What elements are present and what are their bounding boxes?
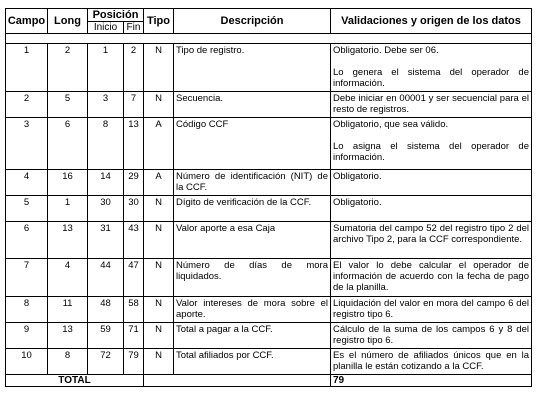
cell-tipo: N <box>144 297 174 323</box>
cell-tipo: A <box>144 170 174 196</box>
cell-fin: 2 <box>124 44 144 92</box>
header-descripcion: Descripción <box>174 9 331 34</box>
cell-descripcion: Valor aporte a esa Caja <box>174 222 331 259</box>
cell-validaciones <box>331 259 532 297</box>
validation-text: Obligatorio. Debe ser 06. <box>333 45 439 56</box>
cell-fin: 29 <box>124 170 144 196</box>
cell-validaciones <box>331 297 532 323</box>
cell-tipo: N <box>144 196 174 222</box>
cell-campo: 5 <box>6 196 48 222</box>
cell-fin: 79 <box>124 349 144 375</box>
cell-descripcion: Dígito de verificación de la CCF. <box>174 196 331 222</box>
table-row <box>6 196 532 222</box>
validation-text: Liquidación del valor en mora del campo 6 del registro tipo 6. <box>333 298 529 320</box>
cell-campo: 10 <box>6 349 48 375</box>
cell-long: 6 <box>48 118 88 170</box>
header-fin: Fin <box>124 22 144 34</box>
cell-fin: 71 <box>124 323 144 349</box>
cell-descripcion: Número de días de mora liquidados. <box>174 259 331 297</box>
header-inicio: Inicio <box>88 22 124 34</box>
record-layout-table <box>5 8 532 387</box>
cell-validaciones <box>331 222 532 259</box>
table-row <box>6 170 532 196</box>
header-campo: Campo <box>6 9 48 34</box>
table-row <box>6 349 532 375</box>
cell-tipo: A <box>144 118 174 170</box>
cell-inicio: 8 <box>88 118 124 170</box>
cell-inicio: 59 <box>88 323 124 349</box>
cell-fin: 43 <box>124 222 144 259</box>
cell-tipo: N <box>144 222 174 259</box>
header-row <box>6 9 532 22</box>
cell-validaciones <box>331 170 532 196</box>
cell-long: 4 <box>48 259 88 297</box>
cell-long: 2 <box>48 44 88 92</box>
total-value: 79 <box>331 375 532 387</box>
cell-inicio: 14 <box>88 170 124 196</box>
cell-descripcion: Total afiliados por CCF. <box>174 349 331 375</box>
table-row <box>6 259 532 297</box>
cell-validaciones <box>331 349 532 375</box>
cell-fin: 47 <box>124 259 144 297</box>
cell-validaciones <box>331 118 532 170</box>
cell-long: 16 <box>48 170 88 196</box>
total-row <box>6 375 532 387</box>
table-row <box>6 92 532 118</box>
spacer-row <box>6 34 532 44</box>
cell-validaciones <box>331 44 532 92</box>
cell-inicio: 3 <box>88 92 124 118</box>
cell-fin: 30 <box>124 196 144 222</box>
cell-inicio: 30 <box>88 196 124 222</box>
cell-tipo: N <box>144 349 174 375</box>
validation-text: Obligatorio. <box>333 197 382 208</box>
cell-campo: 9 <box>6 323 48 349</box>
validation-text: Debe iniciar en 00001 y ser secuencial para el resto de registros. <box>333 93 529 115</box>
validation-text: Cálculo de la suma de los campos 6 y 8 del registro tipo 6. <box>333 324 529 346</box>
origin-text: Lo asigna el sistema del operador de información. <box>333 141 529 163</box>
table-row <box>6 222 532 259</box>
cell-fin: 7 <box>124 92 144 118</box>
cell-tipo: N <box>144 259 174 297</box>
spacer-cell <box>6 34 532 44</box>
validation-text: El valor lo debe calcular el operador de información de acuerdo con la fecha de pago de la planilla. <box>333 260 529 293</box>
cell-validaciones <box>331 323 532 349</box>
cell-campo: 4 <box>6 170 48 196</box>
cell-descripcion: Secuencia. <box>174 92 331 118</box>
cell-inicio: 1 <box>88 44 124 92</box>
cell-descripcion: Valor intereses de mora sobre el aporte. <box>174 297 331 323</box>
total-empty-cell <box>144 375 331 387</box>
cell-tipo: N <box>144 44 174 92</box>
cell-long: 13 <box>48 222 88 259</box>
cell-inicio: 44 <box>88 259 124 297</box>
cell-validaciones <box>331 196 532 222</box>
cell-campo: 3 <box>6 118 48 170</box>
cell-descripcion: Total a pagar a la CCF. <box>174 323 331 349</box>
record-layout-table-wrapper <box>5 8 531 387</box>
cell-long: 13 <box>48 323 88 349</box>
validation-text: Es el número de afiliados únicos que en la planilla le están cotizando a la CCF. <box>333 350 529 372</box>
header-long: Long <box>48 9 88 34</box>
cell-long: 5 <box>48 92 88 118</box>
validation-text: Sumatoria del campo 52 del registro tipo 2 del archivo Tipo 2, para la CCF correspondiente. <box>333 223 529 245</box>
cell-validaciones <box>331 92 532 118</box>
cell-campo: 1 <box>6 44 48 92</box>
validation-text: Obligatorio. <box>333 171 382 182</box>
header-posicion: Posición <box>88 9 144 22</box>
cell-descripcion: Número de identificación (NIT) de la CCF. <box>174 170 331 196</box>
cell-long: 11 <box>48 297 88 323</box>
cell-fin: 58 <box>124 297 144 323</box>
cell-tipo: N <box>144 92 174 118</box>
cell-fin: 13 <box>124 118 144 170</box>
table-row <box>6 118 532 170</box>
cell-descripcion: Tipo de registro. <box>174 44 331 92</box>
cell-inicio: 48 <box>88 297 124 323</box>
total-label: TOTAL <box>6 375 144 387</box>
cell-tipo: N <box>144 323 174 349</box>
validation-text: Obligatorio, que sea válido. <box>333 119 449 130</box>
cell-long: 1 <box>48 196 88 222</box>
header-validaciones: Validaciones y origen de los datos <box>331 9 532 34</box>
table-row <box>6 44 532 92</box>
origin-text: Lo genera el sistema del operador de información. <box>333 67 529 89</box>
table-row <box>6 323 532 349</box>
table-row <box>6 297 532 323</box>
cell-campo: 2 <box>6 92 48 118</box>
cell-long: 8 <box>48 349 88 375</box>
cell-inicio: 72 <box>88 349 124 375</box>
cell-campo: 6 <box>6 222 48 259</box>
cell-inicio: 31 <box>88 222 124 259</box>
header-tipo: Tipo <box>144 9 174 34</box>
cell-descripcion: Código CCF <box>174 118 331 170</box>
cell-campo: 7 <box>6 259 48 297</box>
cell-campo: 8 <box>6 297 48 323</box>
